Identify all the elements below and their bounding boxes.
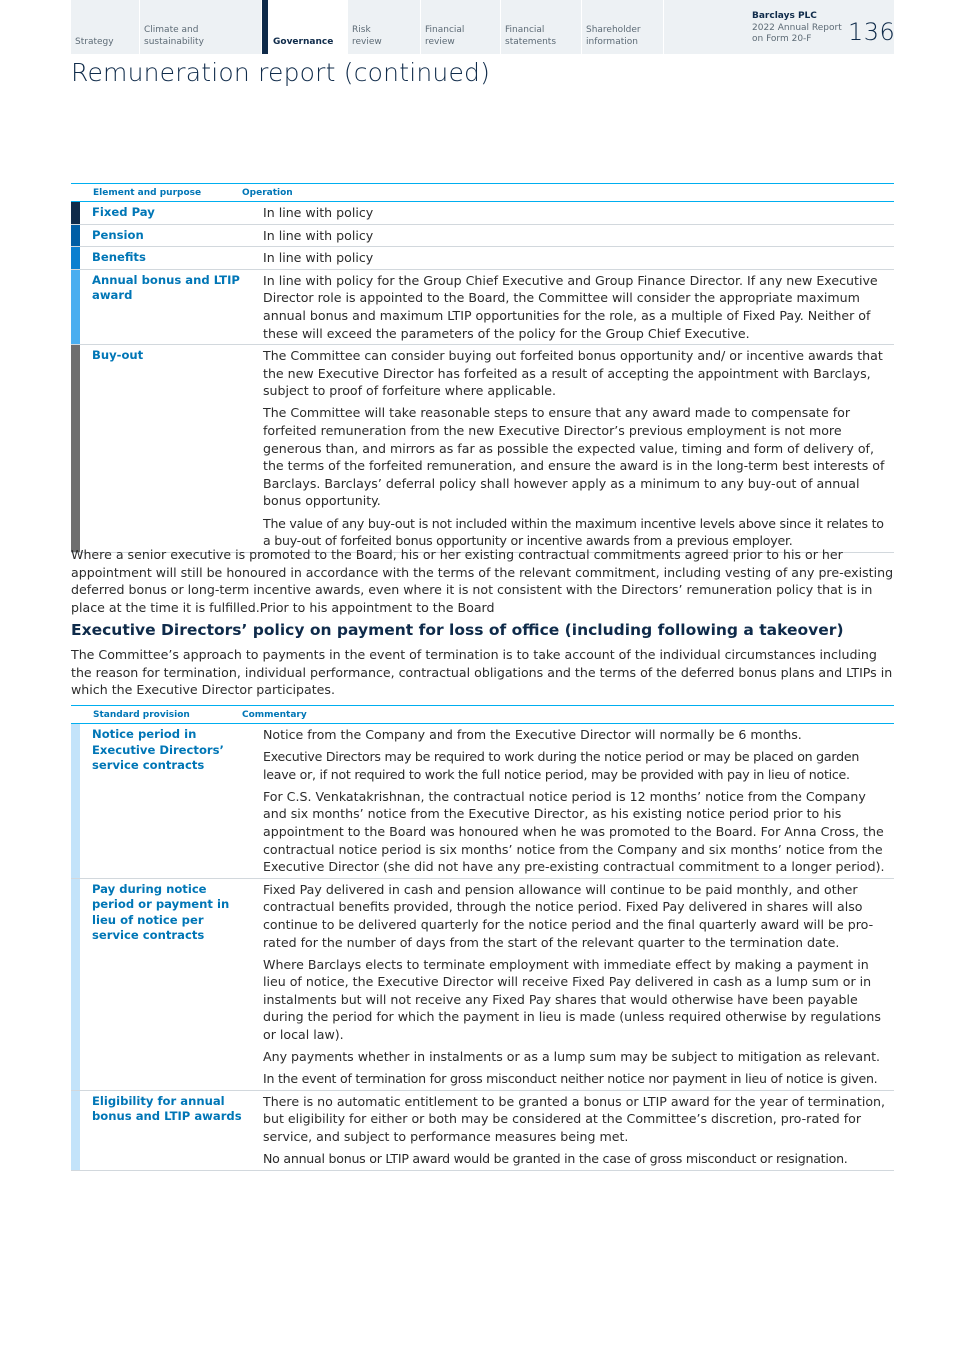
column-header-operation: Operation [242,187,293,198]
nav-tab-shareholder-information[interactable]: Shareholder information [582,0,664,54]
report-branding [752,11,842,46]
table-row [71,202,894,225]
nav-tab-governance[interactable]: Governance [262,0,348,54]
row-label: Pay during notice period or payment in lieu of notice per service contracts [92,881,230,943]
company-name: Barclays PLC [752,11,817,21]
row-label: Pension [92,227,144,242]
nav-tab-climate[interactable]: Climate and sustainability [140,0,262,54]
section-intro: The Committee’s approach to payments in the event of termination is to take account of the individual circumstances including the reason for termination, individual performance, contractual obligations and the terms of the deferred bonus plans and LTIPs in which the Executive Director participates. [71,647,893,698]
row-color-bar [71,1091,80,1170]
report-line-1: 2022 Annual Report [752,22,842,33]
nav-tab-strategy[interactable]: Strategy [71,0,140,54]
table-row [71,345,894,553]
row-label: Fixed Pay [92,205,155,219]
table-row [71,225,894,248]
row-label: Eligibility for annual bonus and LTIP awards [92,1093,242,1124]
table-header [71,183,894,202]
row-description: In line with policy for the Group Chief Executive and Group Finance Director. If any new Executive Director role is appointed to the Board, the Committee will consider the appropriate maximum annual bonus and maximum LTIP opportunities for the role, as a multiple of Fixed Pay. Neither of these will exceed the parameters of the policy for the Group Chief Executive. [263,272,878,341]
row-description: In line with policy [263,227,374,243]
promotion-paragraph: Where a senior executive is promoted to the Board, his or her existing contractual commitments agreed prior to his or her appointment will still be honoured in accordance with the terms of the relevant commitment, including vesting of any pre-existing deferred bonus or long-term incentive awards, even where it is not consistent with the Directors’ remuneration policy that is in place at the time it is fulfilled.Prior to his appointment to the Board [71,547,894,615]
page-number: 136 [848,18,896,46]
row-color-bar [71,879,80,1090]
nav-tab-financial-statements[interactable]: Financial statements [501,0,582,54]
column-header-provision: Standard provision [93,709,190,720]
table-row [71,1091,894,1171]
row-label: Notice period in Executive Directors’ service contracts [92,727,224,772]
row-description: In line with policy [263,205,374,220]
remuneration-elements-table [71,183,894,553]
table-header [71,705,894,724]
report-line-2: on Form 20-F [752,34,812,44]
row-color-bar [71,247,80,269]
row-description: The Committee can consider buying out forfeited bonus opportunity and/ or incentive awards that the new Executive Director has forfeited as a result of accepting the appointment with Barclays, subject to proof of forfeiture where applicable. The Committee will take reasonable steps to ensure that any award made to compensate for forfeited remuneration from the new Executive Director’s previous employment is not more generous than, and mirrors as far as possible the expected value, timing and form of delivery of, the terms of the forfeited remuneration, and ensure the award is in the long-term best interests of Barclays. Barclays’ deferral policy shall however apply as a minimum to any buy-out of annual bonus opportunity. The value of any buy-out is not included within the maximum incentive levels above since it relates to a buy-out of forfeited bonus opportunity or incentive awards from a previous employer. [263,348,885,549]
table-row [71,270,894,345]
table-row [71,879,894,1091]
row-label: Annual bonus and LTIP award [92,272,240,303]
page-title: Remuneration report (continued) [71,58,491,87]
row-color-bar [71,345,80,552]
row-label: Buy-out [92,348,144,363]
table-row [71,247,894,270]
nav-tab-risk-review[interactable]: Risk review [348,0,421,54]
loss-of-office-table [71,705,894,1171]
row-label: Benefits [92,250,146,265]
section-title: Executive Directors’ policy on payment for loss of office (including following a takeover) [71,621,844,639]
row-color-bar [71,202,80,224]
row-description: There is no automatic entitlement to be granted a bonus or LTIP award for the year of termination, but eligibility for either or both may be considered at the Committee’s discretion, pro-rated for service, and subject to performance measures being met. No annual bonus or LTIP award would be granted in the case of gross misconduct or resignation. [263,1093,886,1167]
row-description: Notice from the Company and from the Executive Director will normally be 6 months. Executive Directors may be required to work during the notice period or may be placed on garden leave or, if not required to work the full notice period, may be provided with pay in lieu of notice. For C.S. Venkatakrishnan, the contractual notice period is 12 months’ notice from the Company and six months’ notice from the Executive Director, as his existing notice period prior to his appointment to the Board was honoured when he was promoted to the Board. For Anna Cross, the contractual notice period is six months’ notice from the Company and six months’ notice from the Executive Director (she did not have any pre-existing contractual commitment to a longer period). [263,727,885,875]
nav-tab-financial-review[interactable]: Financial review [421,0,501,54]
column-header-element: Element and purpose [93,187,202,198]
row-color-bar [71,225,80,247]
row-color-bar [71,724,80,878]
row-color-bar [71,270,80,344]
table-row [71,724,894,879]
row-description: Fixed Pay delivered in cash and pension allowance will continue to be paid monthly, and other contractual benefits provided, through the notice period. Fixed Pay delivered in shares will also continue to be delivered quarterly for the notice period and the final quarterly award will be pro-rated for the number of days from the start of the relevant quarter to the termination date. Where Barclays elects to terminate employment with immediate effect by making a payment in lieu of notice, the Executive Director will receive Fixed Pay delivered in cash as a lump sum or in instalments but will not receive any Fixed Pay shares that would otherwise have been payable during the period for which the payment in lieu is made (unless required otherwise by regulations or local law). Any payments whether in instalments or as a lump sum may be subject to mitigation as relevant. In the event of termination for gross misconduct neither notice nor payment in lieu of notice is given. [263,881,881,1087]
column-header-commentary: Commentary [242,709,307,720]
row-description: In line with policy [263,250,374,266]
